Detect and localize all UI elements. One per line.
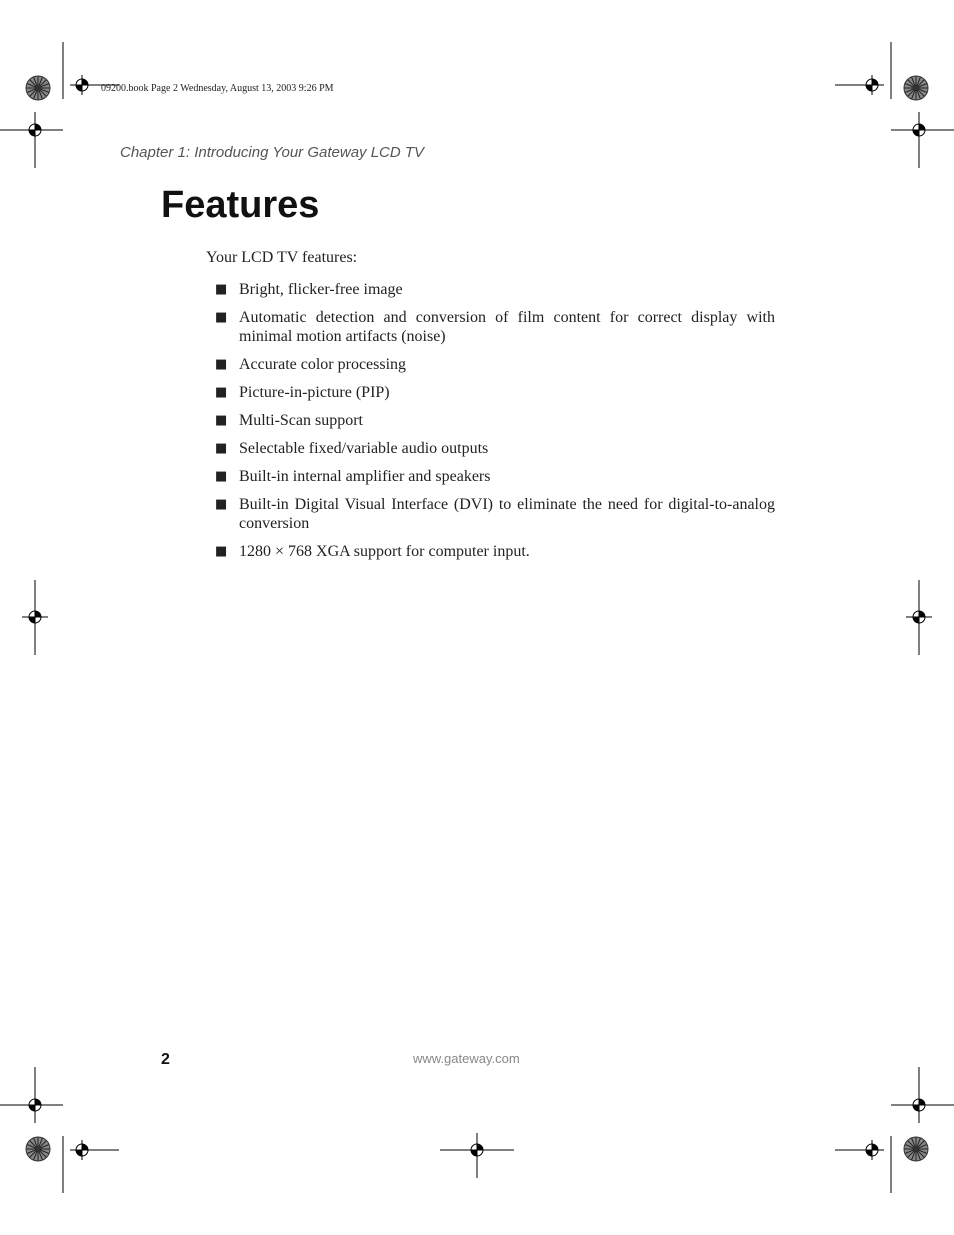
list-item	[215, 439, 775, 458]
feature-text: 1280 × 768 XGA support for computer input.	[239, 543, 530, 560]
radial-target-icon	[26, 76, 50, 100]
list-item	[215, 495, 775, 533]
bullet-icon: ■	[215, 497, 228, 512]
bullet-icon: ■	[215, 282, 228, 297]
bullet-icon: ■	[215, 441, 228, 456]
list-item	[215, 280, 775, 299]
registration-crosshair-icon	[72, 75, 92, 95]
footer-url: www.gateway.com	[413, 1051, 520, 1066]
feature-text: Multi-Scan support	[239, 412, 363, 429]
page-title: Features	[161, 184, 320, 226]
registration-crosshair-icon	[862, 75, 882, 95]
radial-target-icon	[904, 1137, 928, 1161]
registration-crosshair-icon	[72, 1140, 92, 1160]
registration-crosshair-icon	[25, 120, 45, 140]
intro-text: Your LCD TV features:	[206, 249, 358, 266]
list-item	[215, 355, 775, 374]
feature-text: Selectable fixed/variable audio outputs	[239, 440, 489, 457]
page-number: 2	[161, 1051, 170, 1068]
list-item	[215, 411, 775, 430]
feature-text: Bright, flicker-free image	[239, 281, 403, 298]
registration-crosshair-icon	[467, 1140, 487, 1160]
registration-crosshair-icon	[25, 607, 45, 627]
registration-crosshair-icon	[862, 1140, 882, 1160]
radial-target-icon	[904, 76, 928, 100]
bullet-icon: ■	[215, 310, 228, 325]
bullet-icon: ■	[215, 413, 228, 428]
feature-text: Built-in Digital Visual Interface (DVI) to eliminate the need for digital-to-analog conversion	[239, 496, 775, 532]
feature-text: Picture-in-picture (PIP)	[239, 384, 390, 401]
bullet-icon: ■	[215, 469, 228, 484]
registration-crosshair-icon	[909, 120, 929, 140]
list-item	[215, 308, 775, 346]
list-item	[215, 542, 775, 561]
print-slug: 09200.book Page 2 Wednesday, August 13, 2003 9:26 PM	[101, 83, 334, 94]
feature-text: Automatic detection and conversion of film content for correct display with minimal motion artifacts (noise)	[239, 309, 775, 345]
feature-list	[215, 280, 775, 570]
list-item	[215, 383, 775, 402]
running-header: Chapter 1: Introducing Your Gateway LCD TV	[120, 144, 425, 161]
bullet-icon: ■	[215, 544, 228, 559]
radial-target-icon	[26, 1137, 50, 1161]
registration-crosshair-icon	[25, 1095, 45, 1115]
feature-text: Built-in internal amplifier and speakers	[239, 468, 491, 485]
bullet-icon: ■	[215, 385, 228, 400]
registration-crosshair-icon	[909, 1095, 929, 1115]
bullet-icon: ■	[215, 357, 228, 372]
registration-crosshair-icon	[909, 607, 929, 627]
list-item	[215, 467, 775, 486]
feature-text: Accurate color processing	[239, 356, 407, 373]
